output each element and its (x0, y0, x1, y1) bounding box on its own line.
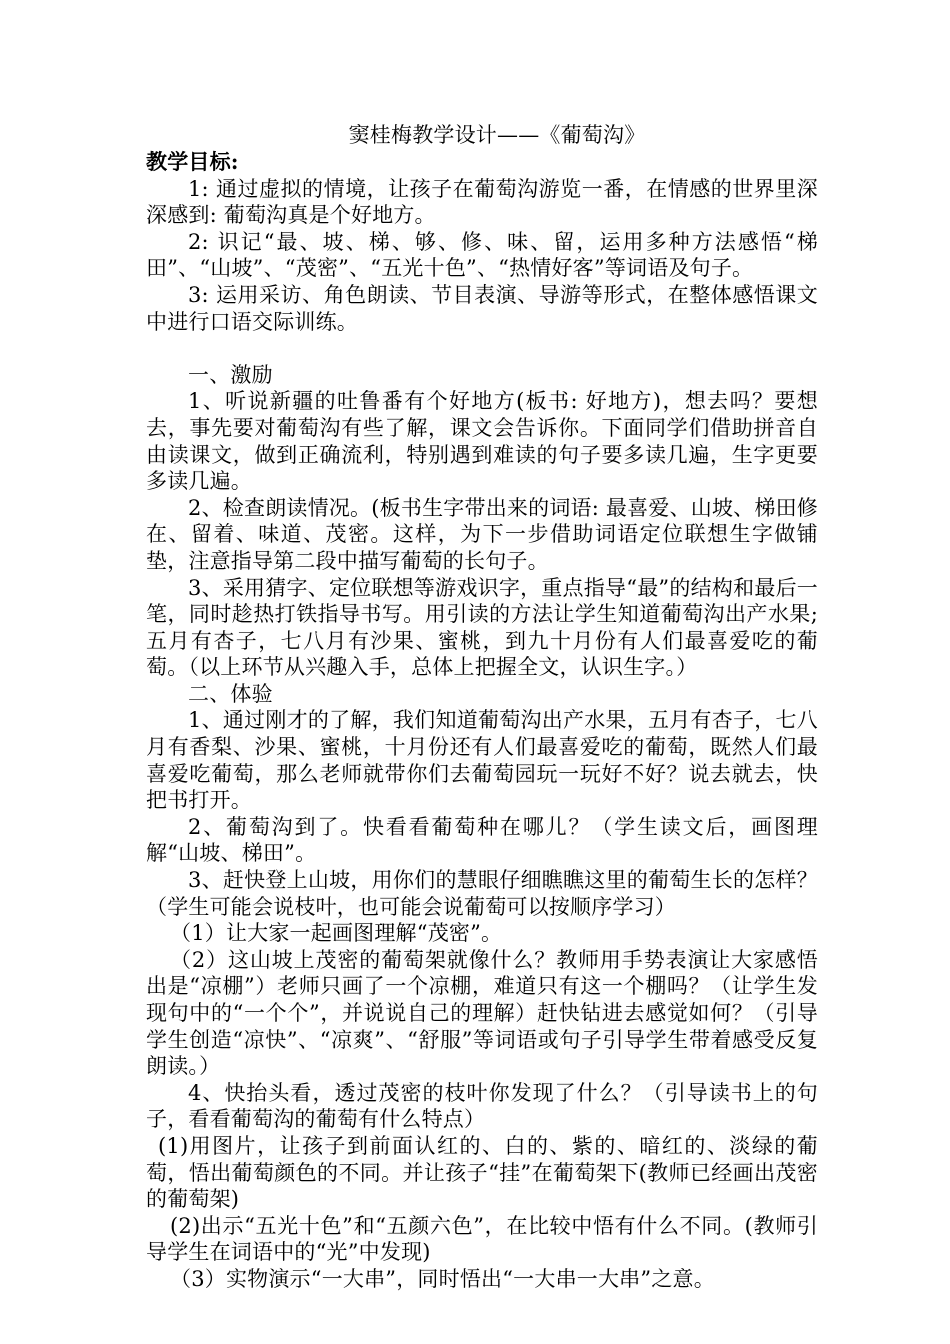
section2-item-2: 2、葡萄沟到了。快看看葡萄种在哪儿？（学生读文后，画图理解“山坡、梯田”。 (146, 814, 818, 866)
section-heading-motivation: 一、激励 (188, 362, 273, 387)
blank-line (146, 335, 818, 362)
section1-item-1: 1、听说新疆的吐鲁番有个好地方(板书: 好地方)，想去吗？要想去，事先要对葡萄沟有些了解，课文会告诉你。下面同学们借助拼音自由读课文，做到正确流利，特别遇到难读的句子要多读几遍，生字更要多读几遍。 (146, 389, 818, 494)
section1-item-2: 2、检查朗读情况。(板书生字带出来的词语: 最喜爱、山坡、梯田修在、留着、味道、茂密。这样，为下一步借助词语定位联想生字做铺垫，注意指导第二段中描写葡萄的长句子。 (146, 495, 818, 573)
goal-2: 2: 识记“最、坡、梯、够、修、味、留，运用多种方法感悟“梯田”、“山坡”、“茂密”、“五光十色”、“热情好客”等词语及句子。 (146, 229, 818, 281)
document-page (146, 122, 818, 1293)
sub-item-3-1: （1）让大家一起画图理解“茂密”。 (170, 921, 503, 946)
section-heading-experience: 二、体验 (188, 681, 273, 706)
sub-item-3-2: （2）这山坡上茂密的葡萄架就像什么？教师用手势表演让大家感悟出是“凉棚”）老师只画了一个凉棚，难道只有这一个棚吗？（让学生发现句中的“一个个”，并说说自己的理解）赶快钻进去感觉如何？（引导学生创造“凉快”、“凉爽”、“舒服”等词语或句子引导学生带着感受反复朗读。） (146, 947, 818, 1079)
section2-item-4: 4、快抬头看，透过茂密的枝叶你发现了什么？（引导读书上的句子，看看葡萄沟的葡萄有什么特点） (146, 1080, 818, 1132)
sub-item-4-2: (2)出示“五光十色”和“五颜六色”，在比较中悟有什么不同。(教师引导学生在词语中的“光”中发现) (146, 1213, 818, 1265)
section2-item-1: 1、通过刚才的了解，我们知道葡萄沟出产水果，五月有杏子，七八月有香梨、沙果、蜜桃，十月份还有人们最喜爱吃的葡萄，既然人们最喜爱吃葡萄，那么老师就带你们去葡萄园玩一玩好不好？说去就去，快把书打开。 (146, 708, 818, 813)
section1-item-3: 3、采用猜字、定位联想等游戏识字，重点指导“最”的结构和最后一笔，同时趁热打铁指导书写。用引读的方法让学生知道葡萄沟出产水果; 五月有杏子，七八月有沙果、蜜桃，到九十月份有人们最喜爱吃的葡萄。（以上环节从兴趣入手，总体上把握全文，认识生字。） (146, 575, 818, 680)
sub-item-4-1: (1)用图片，让孩子到前面认红的、白的、紫的、暗红的、淡绿的葡萄，悟出葡萄颜色的不同。并让孩子“挂”在葡萄架下(教师已经画出茂密的葡萄架) (146, 1133, 818, 1212)
goal-1: 1: 通过虚拟的情境，让孩子在葡萄沟游览一番，在情感的世界里深深感到: 葡萄沟真是个好地方。 (146, 176, 818, 228)
section2-item-3: 3、赶快登上山坡，用你们的慧眼仔细瞧瞧这里的葡萄生长的怎样？（学生可能会说枝叶，也可能会说葡萄可以按顺序学习） (146, 868, 818, 919)
document-title: 窦桂梅教学设计——《葡萄沟》 (348, 123, 646, 147)
goal-3: 3: 运用采访、角色朗读、节目表演、导游等形式，在整体感悟课文中进行口语交际训练。 (146, 282, 818, 334)
goals-heading: 教学目标: (146, 149, 239, 174)
sub-item-4-3: （3）实物演示“一大串”，同时悟出“一大串一大串”之意。 (170, 1266, 715, 1291)
